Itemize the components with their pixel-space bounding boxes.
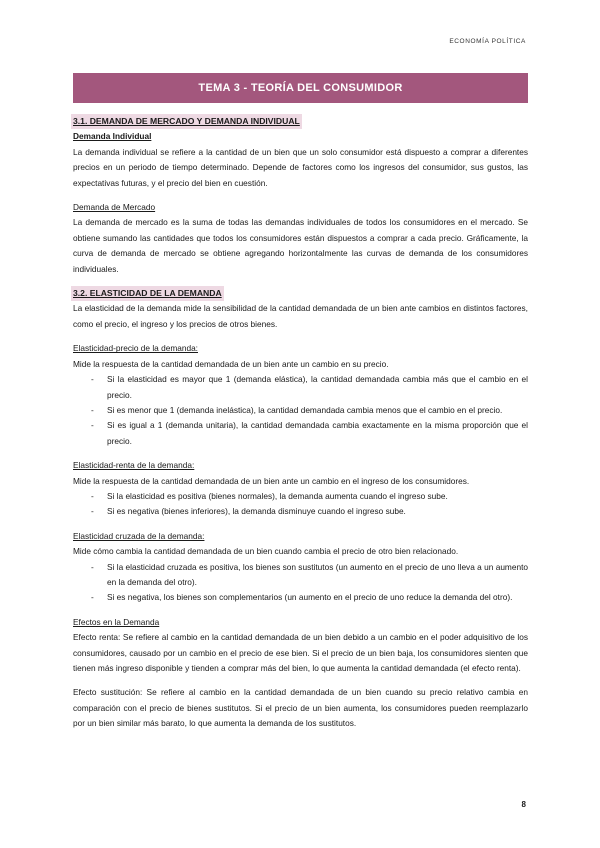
section-heading-3-1: 3.1. DEMANDA DE MERCADO Y DEMANDA INDIVIDUAL (71, 114, 302, 129)
running-header: ECONOMÍA POLÍTICA (449, 38, 526, 45)
list-elasticidad-cruzada (73, 560, 528, 606)
list-item: - Si es igual a 1 (demanda unitaria), la cantidad demandada cambia exactamente en la misma proporción que el precio. (91, 418, 528, 449)
paragraph-efecto-renta: Efecto renta: Se refiere al cambio en la cantidad demandada de un bien debido a un cambio en el poder adquisitivo de los consumidores, causado por un cambio en el precio de ese bien. Si el precio de un bien baja, los consumidores sienten que tienen más ingreso disponible y tienden a comprar más del bien, lo que aumenta la cantidad demandada (el efecto renta). (73, 632, 528, 673)
section-heading-3-2: 3.2. ELASTICIDAD DE LA DEMANDA (71, 286, 224, 301)
subheading-demanda-mercado: Demanda de Mercado (73, 202, 156, 213)
paragraph-elasticidad-cruzada: Mide cómo cambia la cantidad demandada de un bien cuando cambia el precio de otro bien relacionado. (73, 546, 459, 557)
paragraph-elasticidad-intro: La elasticidad de la demanda mide la sensibilidad de la cantidad demandada de un bien ante cambios en distintos factores, como el precio, el ingreso y los precios de otros bienes. (73, 303, 528, 329)
subheading-efectos-demanda: Efectos en la Demanda (73, 616, 160, 627)
list-elasticidad-precio (73, 372, 528, 449)
list-item: - Si la elasticidad es positiva (bienes normales), la demanda aumenta cuando el ingreso sube. (91, 489, 528, 504)
list-item: - Si la elasticidad es mayor que 1 (demanda elástica), la cantidad demandada cambia más que el cambio en el precio. (91, 372, 528, 403)
page-content (73, 114, 528, 732)
list-item: - Si es negativa, los bienes son complementarios (un aumento en el precio de uno reduce la demanda del otro). (91, 590, 528, 605)
page-number: 8 (521, 800, 526, 809)
subheading-elasticidad-cruzada: Elasticidad cruzada de la demanda: (73, 530, 205, 541)
list-item: - Si es menor que 1 (demanda inelástica), la cantidad demandada cambia menos que el cambio en el precio. (91, 403, 528, 418)
paragraph-demanda-individual: La demanda individual se refiere a la cantidad de un bien que un solo consumidor está dispuesto a comprar a diferentes precios en un periodo de tiempo determinado. Depende de factores como los ingresos del consumidor, sus gustos, las expectativas futuras, y el precio del bien en cuestión. (73, 146, 528, 188)
subheading-elasticidad-precio: Elasticidad-precio de la demanda: (73, 343, 198, 354)
paragraph-efecto-sustitucion: Efecto sustitución: Se refiere al cambio en la cantidad demandada de un bien cuando su precio relativo cambia en comparación con el precio de bienes sustitutos. Si el precio de un bien aumenta, los consumidores pueden reemplazarlo por un bien similar más barato, lo que aumenta la demanda de los sustitutos. (73, 687, 528, 729)
subheading-elasticidad-renta: Elasticidad-renta de la demanda: (73, 460, 195, 471)
list-item: - Si la elasticidad cruzada es positiva, los bienes son sustitutos (un aumento en el precio de uno lleva a un aumento en la demanda del otro). (91, 560, 528, 591)
paragraph-elasticidad-precio: Mide la respuesta de la cantidad demandada de un bien ante un cambio en su precio. (73, 358, 389, 369)
chapter-title: TEMA 3 - TEORÍA DEL CONSUMIDOR (73, 73, 528, 103)
list-item: - Si es negativa (bienes inferiores), la demanda disminuye cuando el ingreso sube. (91, 504, 528, 519)
paragraph-elasticidad-renta: Mide la respuesta de la cantidad demandada de un bien ante un cambio en el ingreso de los consumidores. (73, 475, 470, 486)
paragraph-demanda-mercado: La demanda de mercado es la suma de todas las demandas individuales de todos los consumidores en el mercado. Se obtiene sumando las cantidades que todos los consumidores están dispuestos a comprar a cada precio. Gráficamente, la curva de demanda de mercado se obtiene agregando horizontalmente las curvas de demanda de los consumidores individuales. (73, 217, 528, 274)
list-elasticidad-renta (73, 489, 528, 520)
subheading-demanda-individual: Demanda Individual (73, 131, 152, 142)
